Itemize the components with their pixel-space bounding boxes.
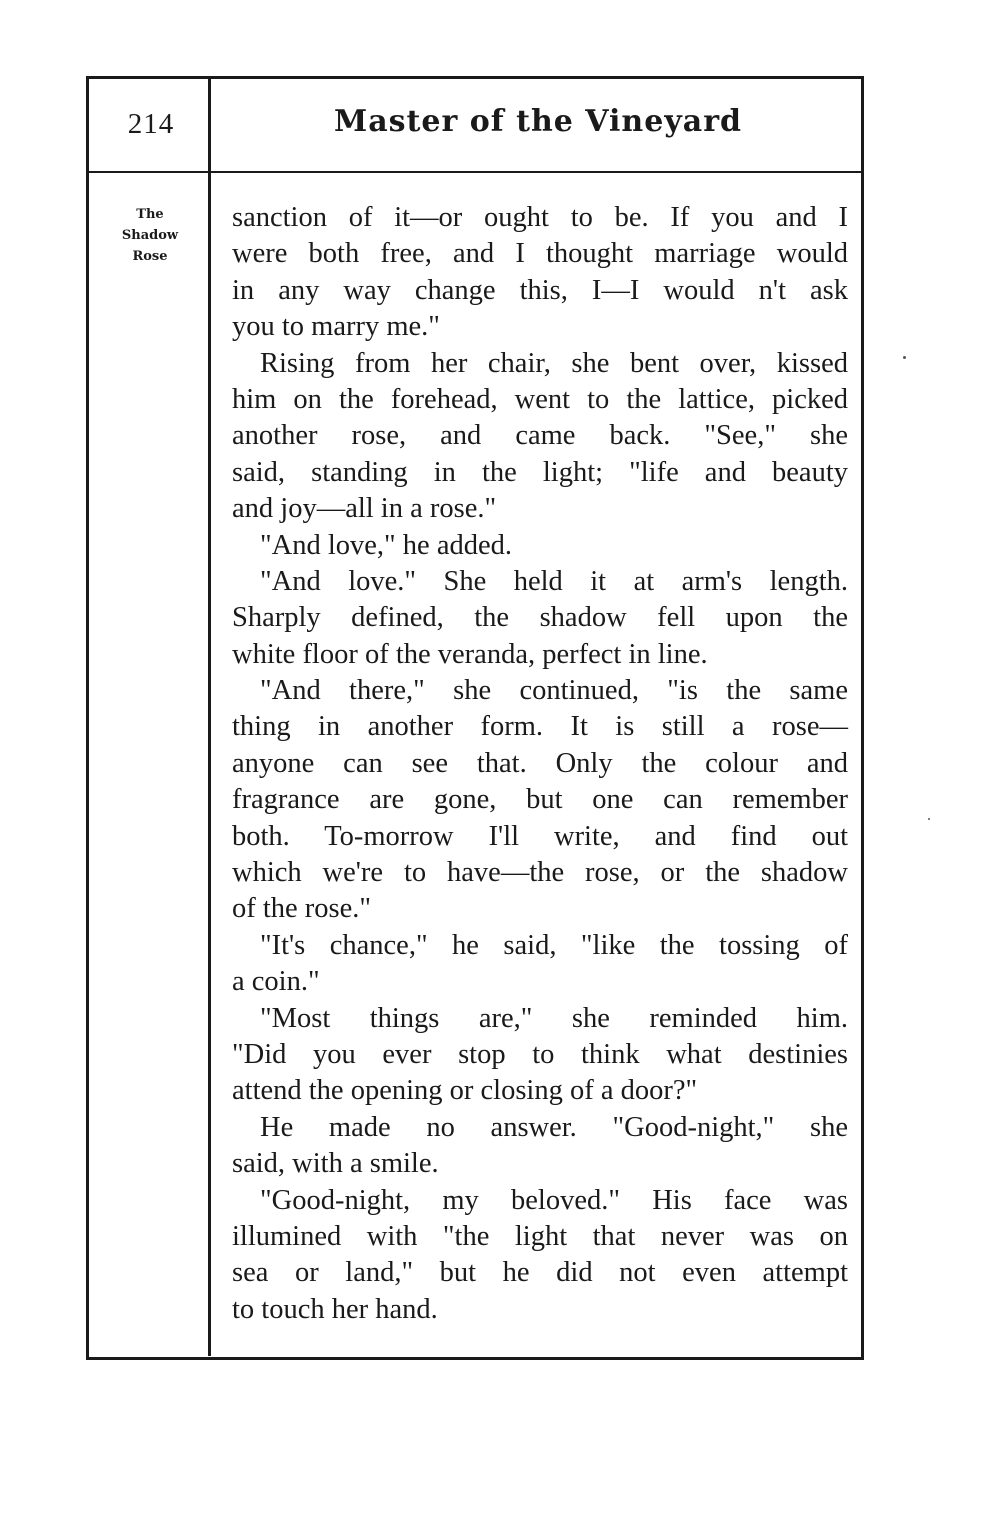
scan-speck	[928, 818, 930, 820]
text-line: and joy—all in a rose."	[232, 493, 497, 525]
text-line: white floor of the veranda, perfect in line.	[232, 638, 708, 670]
margin-rule	[208, 78, 211, 1356]
text-line: "Most things are," she reminded him.	[260, 1002, 848, 1034]
side-note-line: Rose	[132, 249, 168, 264]
text-line: Sharply defined, the shadow fell upon the	[232, 602, 848, 634]
scan-speck	[903, 356, 906, 359]
side-note-line: Shadow	[121, 228, 179, 243]
text-line: "Good-night, my beloved." His face was	[260, 1184, 848, 1216]
text-line: a coin."	[232, 966, 320, 998]
text-line: "And there," she continued, "is the same	[260, 675, 848, 707]
text-line: attend the opening or closing of a door?"	[232, 1075, 698, 1107]
text-line: to touch her hand.	[232, 1293, 438, 1325]
text-line: sea or land," but he did not even attempt	[232, 1257, 848, 1289]
running-title: Master of the Vineyard	[334, 104, 742, 139]
text-line: were both free, and I thought marriage would	[232, 238, 848, 270]
header-rule	[86, 171, 864, 173]
text-line: He made no answer. "Good-night," she	[260, 1111, 848, 1143]
text-line: him on the forehead, went to the lattice, picked	[232, 383, 848, 415]
text-line: which we're to have—the rose, or the shadow	[232, 857, 848, 889]
text-line: "And love." She held it at arm's length.	[260, 565, 848, 597]
text-line: anyone can see that. Only the colour and	[232, 747, 848, 779]
text-line: both. To-morrow I'll write, and find out	[232, 820, 848, 852]
text-line: another rose, and came back. "See," she	[232, 420, 848, 452]
text-line: "And love," he added.	[260, 529, 512, 561]
text-line: Rising from her chair, she bent over, kissed	[260, 347, 848, 379]
text-line: sanction of it—or ought to be. If you and I	[232, 202, 848, 233]
side-note	[100, 204, 200, 267]
body-text	[232, 200, 848, 1328]
text-line: said, standing in the light; "life and beauty	[232, 456, 848, 488]
text-line: thing in another form. It is still a rose—	[232, 711, 848, 743]
text-line: "Did you ever stop to think what destinies	[232, 1038, 848, 1070]
text-line: you to marry me."	[232, 311, 440, 343]
text-line: said, with a smile.	[232, 1148, 439, 1180]
page-number: 214	[127, 108, 175, 140]
text-line: in any way change this, I—I would n't ask	[232, 274, 848, 306]
text-line: "It's chance," he said, "like the tossing of	[260, 929, 848, 961]
text-line: of the rose."	[232, 893, 372, 925]
text-line: illumined with "the light that never was on	[232, 1220, 848, 1252]
side-note-line: The	[136, 207, 164, 222]
text-line: fragrance are gone, but one can remember	[232, 784, 848, 816]
